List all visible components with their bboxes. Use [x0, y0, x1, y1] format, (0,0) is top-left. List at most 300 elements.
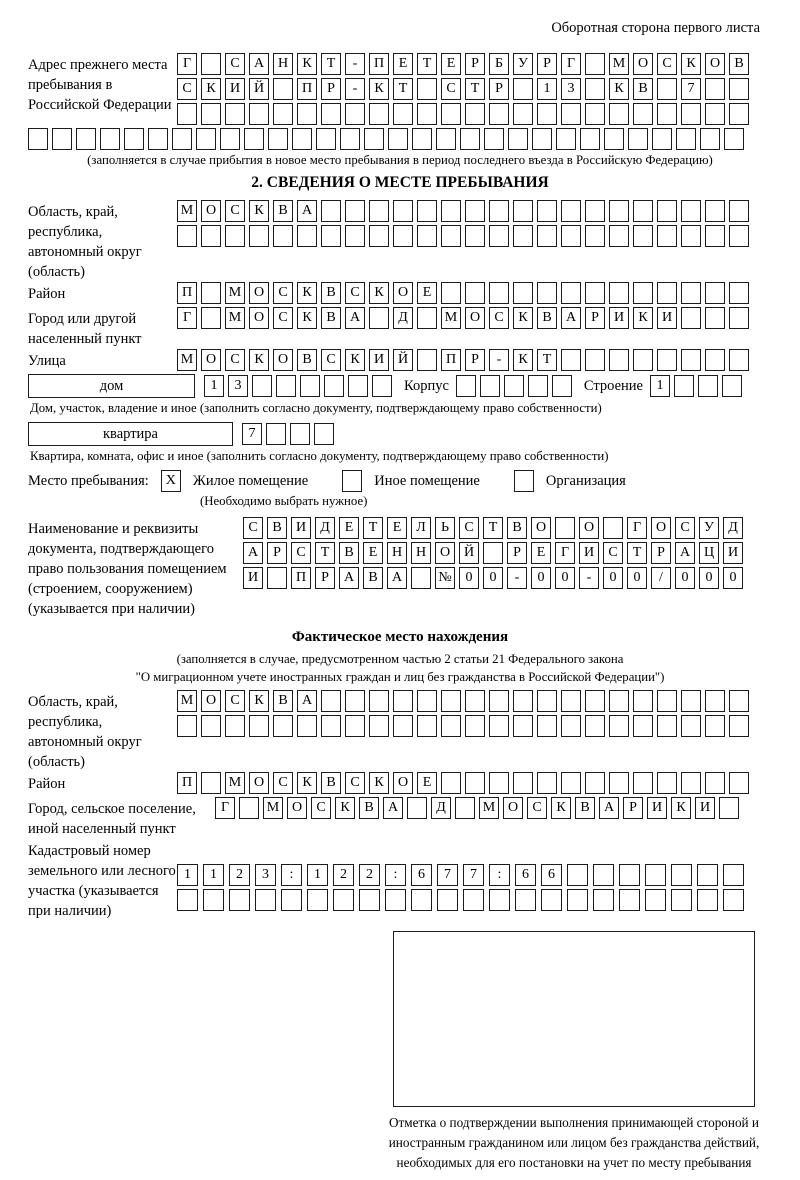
- char-box[interactable]: Г: [561, 53, 581, 75]
- char-box[interactable]: [532, 128, 552, 150]
- char-box[interactable]: [729, 349, 749, 371]
- char-box[interactable]: Г: [627, 517, 647, 539]
- char-box[interactable]: А: [383, 797, 403, 819]
- char-box[interactable]: Е: [387, 517, 407, 539]
- char-box[interactable]: А: [561, 307, 581, 329]
- char-box[interactable]: [201, 103, 221, 125]
- char-box[interactable]: 2: [333, 864, 354, 886]
- char-box[interactable]: Н: [387, 542, 407, 564]
- char-box[interactable]: С: [489, 307, 509, 329]
- char-box[interactable]: [729, 715, 749, 737]
- char-box[interactable]: И: [225, 78, 245, 100]
- char-box[interactable]: [172, 128, 192, 150]
- char-box[interactable]: [196, 128, 216, 150]
- char-box[interactable]: [345, 225, 365, 247]
- char-box[interactable]: И: [647, 797, 667, 819]
- char-box[interactable]: Т: [465, 78, 485, 100]
- char-box[interactable]: [585, 78, 605, 100]
- char-box[interactable]: [321, 103, 341, 125]
- char-box[interactable]: [722, 375, 742, 397]
- char-box[interactable]: М: [479, 797, 499, 819]
- char-box[interactable]: М: [225, 282, 245, 304]
- char-box[interactable]: Р: [321, 78, 341, 100]
- char-box[interactable]: А: [339, 567, 359, 589]
- char-box[interactable]: 0: [675, 567, 695, 589]
- char-box[interactable]: И: [579, 542, 599, 564]
- char-box[interactable]: П: [177, 282, 197, 304]
- char-box[interactable]: Р: [507, 542, 527, 564]
- char-box[interactable]: Е: [417, 282, 437, 304]
- char-box[interactable]: [619, 864, 640, 886]
- char-box[interactable]: [252, 375, 272, 397]
- char-box[interactable]: [393, 103, 413, 125]
- char-box[interactable]: 2: [359, 864, 380, 886]
- char-box[interactable]: [705, 282, 725, 304]
- char-box[interactable]: [436, 128, 456, 150]
- char-box[interactable]: К: [249, 200, 269, 222]
- char-box[interactable]: [300, 375, 320, 397]
- char-box[interactable]: [593, 889, 614, 911]
- char-box[interactable]: [585, 690, 605, 712]
- char-box[interactable]: [417, 225, 437, 247]
- char-box[interactable]: 0: [603, 567, 623, 589]
- char-box[interactable]: Й: [459, 542, 479, 564]
- char-box[interactable]: [671, 864, 692, 886]
- char-box[interactable]: [585, 772, 605, 794]
- char-box[interactable]: [388, 128, 408, 150]
- char-box[interactable]: И: [723, 542, 743, 564]
- char-box[interactable]: 3: [228, 375, 248, 397]
- char-box[interactable]: 1: [537, 78, 557, 100]
- char-box[interactable]: [705, 690, 725, 712]
- char-box[interactable]: :: [385, 864, 406, 886]
- char-box[interactable]: [515, 889, 536, 911]
- char-box[interactable]: [513, 78, 533, 100]
- char-box[interactable]: С: [345, 282, 365, 304]
- char-box[interactable]: С: [657, 53, 677, 75]
- char-box[interactable]: [489, 103, 509, 125]
- char-box[interactable]: И: [369, 349, 389, 371]
- char-box[interactable]: Г: [177, 307, 197, 329]
- char-box[interactable]: [345, 200, 365, 222]
- char-box[interactable]: Р: [465, 349, 485, 371]
- char-box[interactable]: [537, 715, 557, 737]
- char-box[interactable]: 6: [541, 864, 562, 886]
- char-box[interactable]: [729, 772, 749, 794]
- char-box[interactable]: [652, 128, 672, 150]
- char-box[interactable]: С: [311, 797, 331, 819]
- char-box[interactable]: [441, 690, 461, 712]
- char-box[interactable]: 7: [463, 864, 484, 886]
- char-box[interactable]: 0: [555, 567, 575, 589]
- char-box[interactable]: [681, 690, 701, 712]
- char-box[interactable]: [412, 128, 432, 150]
- char-box[interactable]: [681, 349, 701, 371]
- char-box[interactable]: [244, 128, 264, 150]
- char-box[interactable]: [417, 690, 437, 712]
- char-box[interactable]: [316, 128, 336, 150]
- char-box[interactable]: В: [339, 542, 359, 564]
- char-box[interactable]: [561, 225, 581, 247]
- char-box[interactable]: В: [267, 517, 287, 539]
- char-box[interactable]: 7: [437, 864, 458, 886]
- char-box[interactable]: В: [507, 517, 527, 539]
- char-box[interactable]: [585, 200, 605, 222]
- char-box[interactable]: Г: [555, 542, 575, 564]
- char-box[interactable]: Н: [273, 53, 293, 75]
- char-box[interactable]: [465, 772, 485, 794]
- char-box[interactable]: [609, 225, 629, 247]
- char-box[interactable]: -: [579, 567, 599, 589]
- char-box[interactable]: К: [633, 307, 653, 329]
- char-box[interactable]: [393, 690, 413, 712]
- char-box[interactable]: 0: [483, 567, 503, 589]
- char-box[interactable]: И: [657, 307, 677, 329]
- char-box[interactable]: [603, 517, 623, 539]
- char-box[interactable]: 0: [699, 567, 719, 589]
- char-box[interactable]: К: [297, 53, 317, 75]
- char-box[interactable]: О: [393, 772, 413, 794]
- char-box[interactable]: [513, 103, 533, 125]
- char-box[interactable]: [465, 715, 485, 737]
- char-box[interactable]: В: [633, 78, 653, 100]
- char-box[interactable]: Р: [267, 542, 287, 564]
- char-box[interactable]: К: [513, 349, 533, 371]
- char-box[interactable]: [417, 715, 437, 737]
- char-box[interactable]: 1: [177, 864, 198, 886]
- char-box[interactable]: 3: [561, 78, 581, 100]
- char-box[interactable]: К: [369, 772, 389, 794]
- char-box[interactable]: [700, 128, 720, 150]
- char-box[interactable]: У: [699, 517, 719, 539]
- char-box[interactable]: В: [273, 200, 293, 222]
- char-box[interactable]: [441, 282, 461, 304]
- char-box[interactable]: В: [363, 567, 383, 589]
- char-box[interactable]: [609, 715, 629, 737]
- char-box[interactable]: [657, 225, 677, 247]
- char-box[interactable]: П: [441, 349, 461, 371]
- char-box[interactable]: В: [273, 690, 293, 712]
- char-box[interactable]: С: [603, 542, 623, 564]
- char-box[interactable]: [723, 864, 744, 886]
- char-box[interactable]: [729, 307, 749, 329]
- char-box[interactable]: К: [249, 690, 269, 712]
- char-box[interactable]: [273, 225, 293, 247]
- char-box[interactable]: 7: [681, 78, 701, 100]
- char-box[interactable]: -: [489, 349, 509, 371]
- char-box[interactable]: О: [531, 517, 551, 539]
- char-box[interactable]: 1: [650, 375, 670, 397]
- char-box[interactable]: [561, 103, 581, 125]
- char-box[interactable]: [369, 690, 389, 712]
- char-box[interactable]: -: [507, 567, 527, 589]
- char-box[interactable]: [633, 715, 653, 737]
- char-box[interactable]: [267, 567, 287, 589]
- char-box[interactable]: П: [297, 78, 317, 100]
- char-box[interactable]: [249, 103, 269, 125]
- char-box[interactable]: О: [465, 307, 485, 329]
- char-box[interactable]: [513, 715, 533, 737]
- char-box[interactable]: [513, 225, 533, 247]
- char-box[interactable]: [369, 307, 389, 329]
- char-box[interactable]: [729, 103, 749, 125]
- char-box[interactable]: О: [201, 200, 221, 222]
- char-box[interactable]: Д: [315, 517, 335, 539]
- char-box[interactable]: [273, 78, 293, 100]
- char-box[interactable]: [681, 200, 701, 222]
- char-box[interactable]: [537, 282, 557, 304]
- char-box[interactable]: К: [551, 797, 571, 819]
- char-box[interactable]: [292, 128, 312, 150]
- char-box[interactable]: [321, 715, 341, 737]
- char-box[interactable]: С: [527, 797, 547, 819]
- char-box[interactable]: К: [369, 78, 389, 100]
- char-box[interactable]: [705, 715, 725, 737]
- char-box[interactable]: [345, 715, 365, 737]
- char-box[interactable]: [441, 772, 461, 794]
- char-box[interactable]: Т: [315, 542, 335, 564]
- char-box[interactable]: К: [369, 282, 389, 304]
- char-box[interactable]: [628, 128, 648, 150]
- char-box[interactable]: Й: [393, 349, 413, 371]
- char-box[interactable]: 0: [627, 567, 647, 589]
- char-box[interactable]: Ц: [699, 542, 719, 564]
- char-box[interactable]: 3: [255, 864, 276, 886]
- char-box[interactable]: [393, 200, 413, 222]
- char-box[interactable]: [633, 690, 653, 712]
- char-box[interactable]: [681, 772, 701, 794]
- char-box[interactable]: [489, 200, 509, 222]
- char-box[interactable]: [528, 375, 548, 397]
- char-box[interactable]: Й: [249, 78, 269, 100]
- char-box[interactable]: О: [435, 542, 455, 564]
- char-box[interactable]: И: [291, 517, 311, 539]
- char-box[interactable]: К: [249, 349, 269, 371]
- char-box[interactable]: С: [225, 349, 245, 371]
- char-box[interactable]: [417, 103, 437, 125]
- char-box[interactable]: О: [249, 772, 269, 794]
- char-box[interactable]: [723, 889, 744, 911]
- char-box[interactable]: Т: [417, 53, 437, 75]
- char-box[interactable]: [705, 103, 725, 125]
- char-box[interactable]: М: [441, 307, 461, 329]
- char-box[interactable]: [719, 797, 739, 819]
- char-box[interactable]: А: [249, 53, 269, 75]
- char-box[interactable]: [657, 200, 677, 222]
- char-box[interactable]: О: [287, 797, 307, 819]
- char-box[interactable]: [609, 690, 629, 712]
- char-box[interactable]: Р: [651, 542, 671, 564]
- char-box[interactable]: Т: [627, 542, 647, 564]
- char-box[interactable]: 6: [411, 864, 432, 886]
- char-box[interactable]: [537, 690, 557, 712]
- char-box[interactable]: [645, 864, 666, 886]
- char-box[interactable]: П: [291, 567, 311, 589]
- char-box[interactable]: [567, 864, 588, 886]
- char-box[interactable]: [321, 200, 341, 222]
- char-box[interactable]: [604, 128, 624, 150]
- char-box[interactable]: [697, 864, 718, 886]
- char-box[interactable]: [676, 128, 696, 150]
- char-box[interactable]: [561, 349, 581, 371]
- char-box[interactable]: С: [225, 690, 245, 712]
- char-box[interactable]: [345, 690, 365, 712]
- char-box[interactable]: [465, 103, 485, 125]
- char-box[interactable]: М: [225, 772, 245, 794]
- char-box[interactable]: С: [177, 78, 197, 100]
- char-box[interactable]: [201, 282, 221, 304]
- char-box[interactable]: :: [489, 864, 510, 886]
- dom-type-box[interactable]: дом: [28, 374, 195, 398]
- char-box[interactable]: Е: [531, 542, 551, 564]
- char-box[interactable]: [255, 889, 276, 911]
- char-box[interactable]: [489, 715, 509, 737]
- char-box[interactable]: [369, 200, 389, 222]
- char-box[interactable]: 1: [203, 864, 224, 886]
- char-box[interactable]: [460, 128, 480, 150]
- char-box[interactable]: [177, 225, 197, 247]
- char-box[interactable]: /: [651, 567, 671, 589]
- char-box[interactable]: [177, 103, 197, 125]
- char-box[interactable]: [609, 103, 629, 125]
- char-box[interactable]: А: [297, 690, 317, 712]
- char-box[interactable]: [229, 889, 250, 911]
- char-box[interactable]: О: [393, 282, 413, 304]
- char-box[interactable]: С: [675, 517, 695, 539]
- char-box[interactable]: Т: [363, 517, 383, 539]
- char-box[interactable]: [273, 103, 293, 125]
- char-box[interactable]: 6: [515, 864, 536, 886]
- char-box[interactable]: [705, 78, 725, 100]
- char-box[interactable]: [633, 225, 653, 247]
- char-box[interactable]: [369, 715, 389, 737]
- char-box[interactable]: [124, 128, 144, 150]
- char-box[interactable]: Л: [411, 517, 431, 539]
- char-box[interactable]: С: [273, 282, 293, 304]
- char-box[interactable]: [483, 542, 503, 564]
- char-box[interactable]: [489, 690, 509, 712]
- char-box[interactable]: О: [201, 349, 221, 371]
- char-box[interactable]: 1: [204, 375, 224, 397]
- char-box[interactable]: [307, 889, 328, 911]
- char-box[interactable]: [297, 715, 317, 737]
- char-box[interactable]: Т: [537, 349, 557, 371]
- char-box[interactable]: [555, 517, 575, 539]
- char-box[interactable]: И: [695, 797, 715, 819]
- char-box[interactable]: [489, 225, 509, 247]
- char-box[interactable]: [148, 128, 168, 150]
- char-box[interactable]: М: [177, 349, 197, 371]
- char-box[interactable]: И: [609, 307, 629, 329]
- char-box[interactable]: Е: [393, 53, 413, 75]
- char-box[interactable]: [705, 200, 725, 222]
- char-box[interactable]: [417, 307, 437, 329]
- char-box[interactable]: [297, 103, 317, 125]
- char-box[interactable]: О: [201, 690, 221, 712]
- char-box[interactable]: [345, 103, 365, 125]
- char-box[interactable]: А: [345, 307, 365, 329]
- char-box[interactable]: [201, 307, 221, 329]
- char-box[interactable]: [239, 797, 259, 819]
- char-box[interactable]: [729, 78, 749, 100]
- char-box[interactable]: [729, 690, 749, 712]
- char-box[interactable]: [513, 690, 533, 712]
- char-box[interactable]: С: [225, 200, 245, 222]
- char-box[interactable]: [407, 797, 427, 819]
- char-box[interactable]: 1: [307, 864, 328, 886]
- char-box[interactable]: [463, 889, 484, 911]
- char-box[interactable]: В: [537, 307, 557, 329]
- char-box[interactable]: [552, 375, 572, 397]
- char-box[interactable]: [705, 349, 725, 371]
- char-box[interactable]: К: [297, 282, 317, 304]
- char-box[interactable]: [273, 715, 293, 737]
- char-box[interactable]: [455, 797, 475, 819]
- char-box[interactable]: В: [297, 349, 317, 371]
- char-box[interactable]: Е: [441, 53, 461, 75]
- char-box[interactable]: [225, 103, 245, 125]
- char-box[interactable]: [705, 772, 725, 794]
- char-box[interactable]: Б: [489, 53, 509, 75]
- char-box[interactable]: [561, 282, 581, 304]
- char-box[interactable]: [411, 889, 432, 911]
- char-box[interactable]: [369, 103, 389, 125]
- char-box[interactable]: [681, 225, 701, 247]
- char-box[interactable]: [537, 225, 557, 247]
- char-box[interactable]: Р: [585, 307, 605, 329]
- char-box[interactable]: 0: [531, 567, 551, 589]
- char-box[interactable]: [372, 375, 392, 397]
- char-box[interactable]: [705, 225, 725, 247]
- char-box[interactable]: [201, 53, 221, 75]
- char-box[interactable]: [177, 889, 198, 911]
- char-box[interactable]: К: [297, 307, 317, 329]
- char-box[interactable]: М: [609, 53, 629, 75]
- char-box[interactable]: [465, 225, 485, 247]
- char-box[interactable]: А: [599, 797, 619, 819]
- char-box[interactable]: [657, 715, 677, 737]
- char-box[interactable]: [580, 128, 600, 150]
- char-box[interactable]: [359, 889, 380, 911]
- char-box[interactable]: [297, 225, 317, 247]
- char-box[interactable]: [633, 200, 653, 222]
- char-box[interactable]: [561, 200, 581, 222]
- char-box[interactable]: В: [575, 797, 595, 819]
- char-box[interactable]: [593, 864, 614, 886]
- char-box[interactable]: [729, 282, 749, 304]
- char-box[interactable]: [513, 772, 533, 794]
- char-box[interactable]: Р: [623, 797, 643, 819]
- char-box[interactable]: [441, 225, 461, 247]
- char-box[interactable]: О: [579, 517, 599, 539]
- char-box[interactable]: О: [503, 797, 523, 819]
- char-box[interactable]: Р: [489, 78, 509, 100]
- char-box[interactable]: О: [249, 307, 269, 329]
- char-box[interactable]: [561, 690, 581, 712]
- char-box[interactable]: [393, 225, 413, 247]
- char-box[interactable]: [281, 889, 302, 911]
- char-box[interactable]: [633, 349, 653, 371]
- char-box[interactable]: Е: [339, 517, 359, 539]
- char-box[interactable]: [585, 225, 605, 247]
- checkbox-zhiloe-pomeshchenie[interactable]: X: [161, 470, 181, 492]
- char-box[interactable]: [729, 200, 749, 222]
- char-box[interactable]: [561, 772, 581, 794]
- char-box[interactable]: А: [243, 542, 263, 564]
- char-box[interactable]: [266, 423, 286, 445]
- char-box[interactable]: К: [335, 797, 355, 819]
- char-box[interactable]: С: [321, 349, 341, 371]
